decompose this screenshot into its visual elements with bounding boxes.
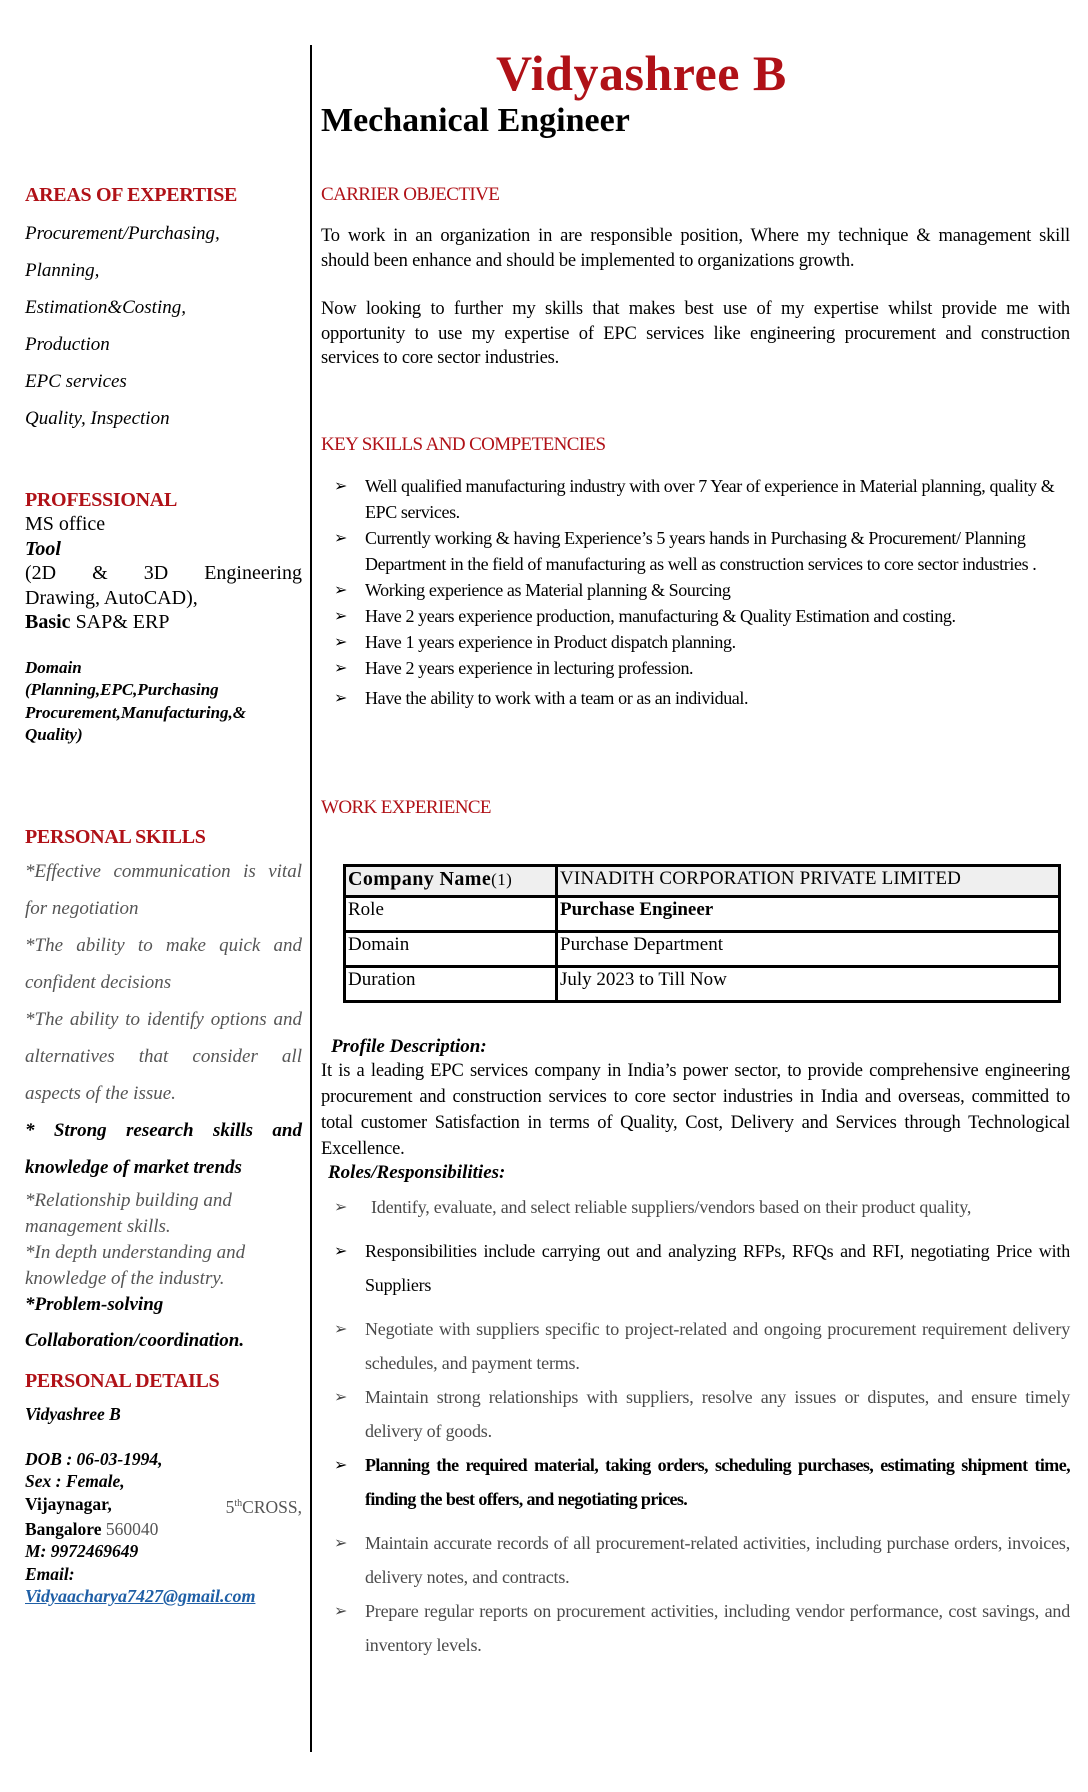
work-experience-table — [343, 864, 1061, 1003]
address-cross-suffix: th — [234, 1497, 243, 1509]
personal-skill-item: *The ability to identify options and alternatives that consider all aspects of the issue. — [25, 1009, 302, 1104]
table-row — [345, 897, 1060, 932]
address-cross-number: 5 — [225, 1496, 235, 1517]
arrow-bullet-icon: ➢ — [334, 580, 348, 599]
expertise-item: Estimation&Costing, — [25, 297, 186, 318]
row-label: Role — [345, 897, 557, 932]
expertise-item: Planning, — [25, 260, 100, 281]
responsibility-item — [321, 1594, 1070, 1662]
key-skill-text: Have the ability to work with a team or as an individual. — [365, 688, 749, 708]
work-experience-heading-wrap — [321, 797, 1070, 819]
personal-skills-heading: PERSONAL SKILLS — [25, 826, 206, 848]
expertise-item: EPC services — [25, 371, 127, 392]
personal-skill-item: *Effective communication is vital for negotiation — [25, 861, 302, 919]
table-row — [345, 967, 1060, 1002]
row-label: Duration — [345, 967, 557, 1002]
key-skill-item — [321, 577, 1070, 603]
details-sex: Sex : Female, — [25, 1471, 125, 1491]
responsibility-text: Maintain strong relationships with suppliers, resolve any issues or disputes, and ensure timely delivery of goods. — [365, 1387, 1070, 1441]
key-skill-text: Have 2 years experience in lecturing profession. — [365, 658, 694, 678]
areas-of-expertise-heading — [25, 184, 302, 207]
tool-label: Tool — [25, 537, 61, 560]
row-value: Purchase Department — [557, 932, 1060, 967]
key-skill-item — [321, 473, 1070, 525]
personal-details-section — [25, 1370, 302, 1608]
responsibility-item — [321, 1448, 1070, 1516]
objective-paragraph: Now looking to further my skills that makes best use of my expertise whilst provide me with opportunity to use my expertise of EPC services like engineering procurement and construction services to core sector industries. — [321, 299, 1070, 368]
responsibility-text: Planning the required material, taking orders, scheduling purchases, estimating shipment time, finding the best offers, and negotiating prices. — [365, 1455, 1070, 1509]
tool-word: (2D — [25, 562, 57, 584]
profile-heading: Profile Description: — [331, 1036, 487, 1057]
personal-skill-item: *In depth understanding and knowledge of the industry. — [25, 1242, 246, 1289]
ms-office: MS office — [25, 513, 106, 535]
responsibility-item — [321, 1190, 1070, 1224]
professional-section — [25, 489, 302, 747]
details-address-line — [25, 1493, 302, 1518]
arrow-bullet-icon: ➢ — [334, 1601, 348, 1620]
work-experience-heading: WORK EXPERIENCE — [321, 797, 491, 818]
key-skill-text: Have 1 years experience in Product dispatch planning. — [365, 632, 736, 652]
address-cross-text: CROSS, — [242, 1496, 302, 1517]
key-skill-item — [321, 685, 1070, 711]
section-heading: AREAS OF EXPERTISE — [25, 184, 238, 206]
key-skill-text: Have 2 years experience production, manufacturing & Quality Estimation and costing. — [365, 606, 956, 626]
address-area: Vijaynagar, — [25, 1493, 112, 1514]
arrow-bullet-icon: ➢ — [334, 476, 348, 495]
key-skill-item — [321, 629, 1070, 655]
arrow-bullet-icon: ➢ — [334, 1197, 348, 1216]
candidate-title: Mechanical Engineer — [321, 102, 630, 139]
responsibility-text: Responsibilities include carrying out and analyzing RFPs, RFQs and RFI, negotiating Price with Suppliers — [365, 1241, 1070, 1295]
details-mobile: M: 9972469649 — [25, 1541, 139, 1562]
responsibility-item — [321, 1380, 1070, 1448]
address-city: Bangalore — [25, 1518, 102, 1539]
professional-heading: PROFESSIONAL — [25, 489, 177, 511]
personal-skill-item: *Problem-solving — [25, 1294, 164, 1315]
personal-skill-item: * Strong research skills and knowledge of market trends — [25, 1120, 302, 1178]
company-label: Company Name — [348, 868, 492, 890]
domain-line: (Planning,EPC,Purchasing — [25, 680, 219, 699]
responsibility-text: Prepare regular reports on procurement activities, including vendor performance, cost savings, and inventory levels. — [365, 1601, 1070, 1655]
company-value: VINADITH CORPORATION PRIVATE LIMITED — [557, 866, 1060, 897]
column-divider — [310, 45, 312, 1752]
expertise-item: Quality, Inspection — [25, 408, 170, 429]
table-row — [345, 866, 1060, 897]
tool-word: 3D — [143, 562, 169, 584]
arrow-bullet-icon: ➢ — [334, 658, 348, 677]
tool-line-1 — [25, 561, 302, 586]
responsibilities-list — [321, 1190, 1070, 1662]
key-skills-heading: KEY SKILLS AND COMPETENCIES — [321, 434, 606, 455]
arrow-bullet-icon: ➢ — [334, 1241, 348, 1260]
arrow-bullet-icon: ➢ — [334, 1319, 348, 1338]
key-skill-item — [321, 525, 1070, 577]
address-cross — [226, 1493, 302, 1518]
row-value: July 2023 to Till Now — [557, 967, 1060, 1002]
address-pin: 560040 — [101, 1518, 159, 1539]
domain-line: Procurement,Manufacturing,& — [25, 702, 247, 722]
arrow-bullet-icon: ➢ — [334, 606, 348, 625]
details-email-label: Email: — [25, 1563, 75, 1584]
table-row — [345, 932, 1060, 967]
company-label-cell — [345, 866, 557, 897]
personal-skill-item: Collaboration/coordination. — [25, 1330, 245, 1351]
profile-section — [321, 1036, 1070, 1184]
domain-line: Quality) — [25, 725, 83, 744]
responsibility-item — [321, 1234, 1070, 1302]
arrow-bullet-icon: ➢ — [334, 1455, 347, 1474]
responsibility-item — [321, 1526, 1070, 1594]
row-label: Domain — [345, 932, 557, 967]
objective-paragraph: To work in an organization in are responsible position, Where my technique & management skill should been enhance and should be implemented to organizations growth. — [321, 226, 1070, 271]
objective-section — [321, 184, 1070, 371]
arrow-bullet-icon: ➢ — [334, 528, 348, 547]
arrow-bullet-icon: ➢ — [334, 1387, 348, 1406]
tool-word: & — [92, 562, 108, 584]
roles-heading: Roles/Responsibilities: — [328, 1162, 506, 1183]
expertise-item: Production — [25, 334, 110, 355]
basic-value: SAP& ERP — [70, 611, 170, 633]
responsibility-text: Identify, evaluate, and select reliable suppliers/vendors based on their product quality, — [371, 1197, 972, 1217]
domain-label: Domain — [25, 657, 82, 677]
personal-skills-section — [25, 826, 302, 1354]
tool-line-2: Drawing, AutoCAD), — [25, 586, 198, 609]
key-skills-list — [321, 473, 1070, 711]
key-skill-text: Working experience as Material planning & Sourcing — [365, 580, 731, 600]
company-index: (1) — [491, 870, 513, 889]
expertise-item: Procurement/Purchasing, — [25, 223, 220, 244]
arrow-bullet-icon: ➢ — [334, 1533, 348, 1552]
key-skills-section — [321, 434, 1070, 711]
details-name: Vidyashree B — [25, 1404, 121, 1424]
arrow-bullet-icon: ➢ — [334, 688, 348, 707]
responsibility-text: Maintain accurate records of all procurement-related activities, including purchase orders, invoices, delivery notes, and contracts. — [365, 1533, 1070, 1587]
arrow-bullet-icon: ➢ — [334, 632, 348, 651]
basic-label: Basic — [25, 611, 71, 633]
key-skill-text: Currently working & having Experience’s 5 years hands in Purchasing & Procurement/ Planning Department in the field of manufacturing as well as construction services to core sector industries . — [365, 528, 1037, 574]
key-skill-item — [321, 655, 1070, 681]
personal-skill-item: *The ability to make quick and confident decisions — [25, 935, 302, 993]
profile-text: It is a leading EPC services company in India’s power sector, to provide comprehensive engineering procurement and construction services to core sector industries in India and overseas, committed to total customer Satisfaction in terms of Quality, Cost, Delivery and Services through Technological Excellence. — [321, 1061, 1070, 1159]
basic-skills — [25, 610, 302, 635]
expertise-list — [25, 222, 220, 444]
responsibility-text: Negotiate with suppliers specific to project-related and ongoing procurement requirement delivery schedules, and payment terms. — [365, 1319, 1070, 1373]
candidate-name: Vidyashree B — [496, 45, 787, 101]
key-skill-text: Well qualified manufacturing industry with over 7 Year of experience in Material planning, quality & EPC services. — [365, 476, 1055, 522]
objective-heading: CARRIER OBJECTIVE — [321, 184, 500, 205]
row-value: Purchase Engineer — [557, 897, 1060, 932]
personal-details-heading: PERSONAL DETAILS — [25, 1370, 220, 1392]
key-skill-item — [321, 603, 1070, 629]
details-dob: DOB : 06-03-1994, — [25, 1448, 163, 1469]
email-link[interactable]: Vidyaacharya7427@gmail.com — [25, 1586, 256, 1607]
tool-word: Engineering — [204, 562, 302, 584]
personal-skill-item: *Relationship building and management skills. — [25, 1190, 232, 1237]
responsibility-item — [321, 1312, 1070, 1380]
